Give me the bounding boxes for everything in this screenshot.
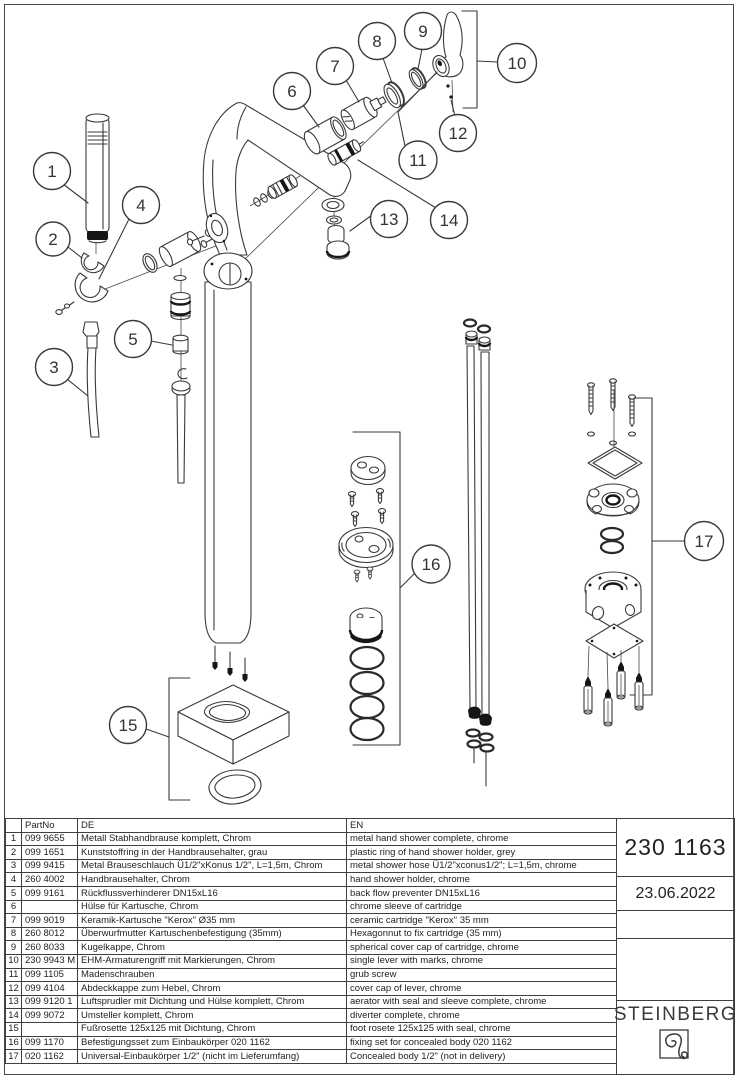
table-row: [6, 968, 617, 982]
callout-17: [685, 522, 724, 561]
supply-hoses: [464, 320, 494, 787]
cell-no: 2: [6, 846, 22, 860]
cartridge-service-kit-parts: [339, 432, 400, 745]
cell-description-en: grub screw: [347, 968, 617, 982]
callout-2: [36, 222, 70, 256]
callout-3: [36, 349, 73, 386]
concealed-body-parts: [584, 379, 652, 726]
table-row: [6, 927, 617, 941]
callout-label: 17: [694, 532, 714, 551]
cell-description-de: Kugelkappe, Chrom: [78, 941, 347, 955]
hand-shower-part: [86, 114, 109, 243]
table-row: [6, 1036, 617, 1050]
parts-table-body: [6, 832, 617, 1063]
cell-description-en: hand shower holder, chrome: [347, 873, 617, 887]
table-row: [6, 1022, 617, 1036]
table-row: [6, 954, 617, 968]
cell-description-de: Abdeckkappe zum Hebel, Chrom: [78, 982, 347, 996]
brand-name: STEINBERG: [613, 1004, 738, 1025]
cell-description-en: single lever with marks, chrome: [347, 954, 617, 968]
table-row: [6, 832, 617, 846]
cell-no: 5: [6, 886, 22, 900]
cell-part-no: 099 9120 1: [22, 995, 78, 1009]
cell-description-de: Luftsprudler mit Dichtung und Hülse komplett, Chrom: [78, 995, 347, 1009]
table-row: [6, 1009, 617, 1023]
revision-date: 23.06.2022: [616, 877, 735, 911]
cell-description-de: Madenschrauben: [78, 968, 347, 982]
cell-no: 9: [6, 941, 22, 955]
cell-part-no: 099 1170: [22, 1036, 78, 1050]
callout-1: [34, 153, 71, 190]
callout-12: [440, 115, 477, 152]
cell-part-no: [22, 900, 78, 914]
cell-no: 12: [6, 982, 22, 996]
cell-description-en: metal shower hose Ü1/2"xconus1/2"; L=1,5m, chrome: [347, 859, 617, 873]
callout-label: 13: [379, 210, 399, 229]
cell-no: 6: [6, 900, 22, 914]
table-row: [6, 873, 617, 887]
title-block-empty-field-2: [616, 939, 735, 1001]
cell-description-de: Fußrosette 125x125 mit Dichtung, Chrom: [78, 1022, 347, 1036]
cell-part-no: 099 1105: [22, 968, 78, 982]
callout-10: [498, 44, 537, 83]
callout-label: 14: [439, 211, 459, 230]
callout-14: [431, 202, 468, 239]
cell-no: 4: [6, 873, 22, 887]
callout-label: 12: [448, 124, 468, 143]
cell-no: 8: [6, 927, 22, 941]
cell-no: 13: [6, 995, 22, 1009]
parts-table: [5, 818, 616, 1064]
cell-part-no: 260 8033: [22, 941, 78, 955]
cell-description-en: spherical cover cap of cartridge, chrome: [347, 941, 617, 955]
cell-description-de: Metal Brauseschlauch Ü1/2"xKonus 1/2", L=1,5m, Chrom: [78, 859, 347, 873]
cell-part-no: 099 1651: [22, 846, 78, 860]
callout-label: 7: [330, 57, 340, 76]
header-en: EN: [347, 819, 617, 833]
callout-label: 2: [48, 230, 58, 249]
hand-shower-holder-clip-part: [56, 253, 108, 314]
cell-description-en: foot rosete 125x125 with seal, chrome: [347, 1022, 617, 1036]
cell-part-no: 230 9943 M: [22, 954, 78, 968]
table-row: [6, 859, 617, 873]
callout-label: 1: [47, 162, 57, 181]
shower-hose-part: [83, 322, 99, 437]
cell-part-no: [22, 1022, 78, 1036]
cell-part-no: 260 8012: [22, 927, 78, 941]
header-partno: PartNo: [22, 819, 78, 833]
callout-6: [274, 73, 311, 110]
cell-description-en: ceramic cartridge "Kerox" 35 mm: [347, 914, 617, 928]
aerator-parts: [322, 199, 349, 260]
cell-description-de: Rückflussverhinderer DN15xL16: [78, 886, 347, 900]
callout-label: 4: [136, 196, 146, 215]
cell-description-de: Metall Stabhandbrause komplett, Chrom: [78, 832, 347, 846]
table-row: [6, 886, 617, 900]
table-row: [6, 1050, 617, 1064]
cell-no: 16: [6, 1036, 22, 1050]
cell-description-en: metal hand shower complete, chrome: [347, 832, 617, 846]
callout-label: 3: [49, 358, 59, 377]
cell-part-no: 099 9072: [22, 1009, 78, 1023]
cell-description-en: chrome sleeve of cartridge: [347, 900, 617, 914]
cell-no: 1: [6, 832, 22, 846]
spout-connector-parts: [252, 174, 299, 208]
cell-description-de: Umsteller komplett, Chrom: [78, 1009, 347, 1023]
callout-label: 5: [128, 330, 138, 349]
callout-label: 11: [409, 151, 427, 170]
callout-5: [115, 321, 152, 358]
callout-label: 15: [118, 716, 138, 735]
cell-part-no: 099 9161: [22, 886, 78, 900]
callout-13: [371, 201, 408, 238]
cell-no: 15: [6, 1022, 22, 1036]
table-row: [6, 941, 617, 955]
cell-description-de: EHM-Armaturengriff mit Markierungen, Chrom: [78, 954, 347, 968]
brand-block: [613, 1001, 738, 1075]
cell-no: 17: [6, 1050, 22, 1064]
product-number: 230 1163: [616, 818, 735, 877]
parts-table-header-row: [6, 819, 617, 833]
cell-no: 14: [6, 1009, 22, 1023]
table-row: [6, 914, 617, 928]
cell-description-en: plastic ring of hand shower holder, grey: [347, 846, 617, 860]
steinberg-clip-logo-icon: [656, 1026, 696, 1070]
callout-label: 10: [507, 54, 527, 73]
cell-description-de: Kunststoffring in der Handbrausehalter, grau: [78, 846, 347, 860]
callout-16: [412, 545, 450, 583]
cell-part-no: 099 9655: [22, 832, 78, 846]
cell-description-en: back flow preventer DN15xL16: [347, 886, 617, 900]
cell-description-en: Hexagonnut to fix cartridge (35 mm): [347, 927, 617, 941]
cell-description-en: Concealed body 1/2" (not in delivery): [347, 1050, 617, 1064]
title-block-empty-field-1: [616, 911, 735, 939]
cell-description-de: Keramik-Kartusche "Kerox" Ø35 mm: [78, 914, 347, 928]
table-row: [6, 995, 617, 1009]
callout-15: [110, 707, 147, 744]
header-de: DE: [78, 819, 347, 833]
table-row: [6, 982, 617, 996]
cell-no: 3: [6, 859, 22, 873]
callout-11: [399, 141, 437, 179]
cell-no: 11: [6, 968, 22, 982]
callout-8: [359, 23, 396, 60]
callout-label: 16: [421, 555, 441, 574]
title-block: [613, 818, 738, 1075]
callout-9: [405, 13, 442, 50]
callout-7: [317, 48, 354, 85]
callout-4: [123, 187, 160, 224]
cell-part-no: 099 9019: [22, 914, 78, 928]
cell-part-no: 260 4002: [22, 873, 78, 887]
cell-part-no: 099 4104: [22, 982, 78, 996]
cell-description-de: Universal-Einbaukörper 1/2" (nicht im Lieferumfang): [78, 1050, 347, 1064]
table-row: [6, 900, 617, 914]
header-no: [6, 819, 22, 833]
cell-description-de: Hülse für Kartusche, Chrom: [78, 900, 347, 914]
cell-part-no: 020 1162: [22, 1050, 78, 1064]
callout-label: 8: [372, 32, 382, 51]
foot-rosette-parts: [169, 646, 289, 804]
cell-no: 7: [6, 914, 22, 928]
cell-part-no: 099 9415: [22, 859, 78, 873]
table-row: [6, 846, 617, 860]
cell-description-en: fixing set for concealed body 020 1162: [347, 1036, 617, 1050]
cell-description-de: Überwurfmutter Kartuschenbefestigung (35mm): [78, 927, 347, 941]
callout-label: 6: [287, 82, 297, 101]
backflow-preventer-parts: [171, 276, 190, 484]
faucet-column-part: [204, 253, 252, 643]
cell-no: 10: [6, 954, 22, 968]
cell-description-en: diverter complete, chrome: [347, 1009, 617, 1023]
cell-description-de: Handbrausehalter, Chrom: [78, 873, 347, 887]
cell-description-en: cover cap of lever, chrome: [347, 982, 617, 996]
cell-description-en: aerator with seal and sleeve complete, chrome: [347, 995, 617, 1009]
callout-label: 9: [418, 22, 428, 41]
cell-description-de: Befestigungsset zum Einbaukörper 020 1162: [78, 1036, 347, 1050]
